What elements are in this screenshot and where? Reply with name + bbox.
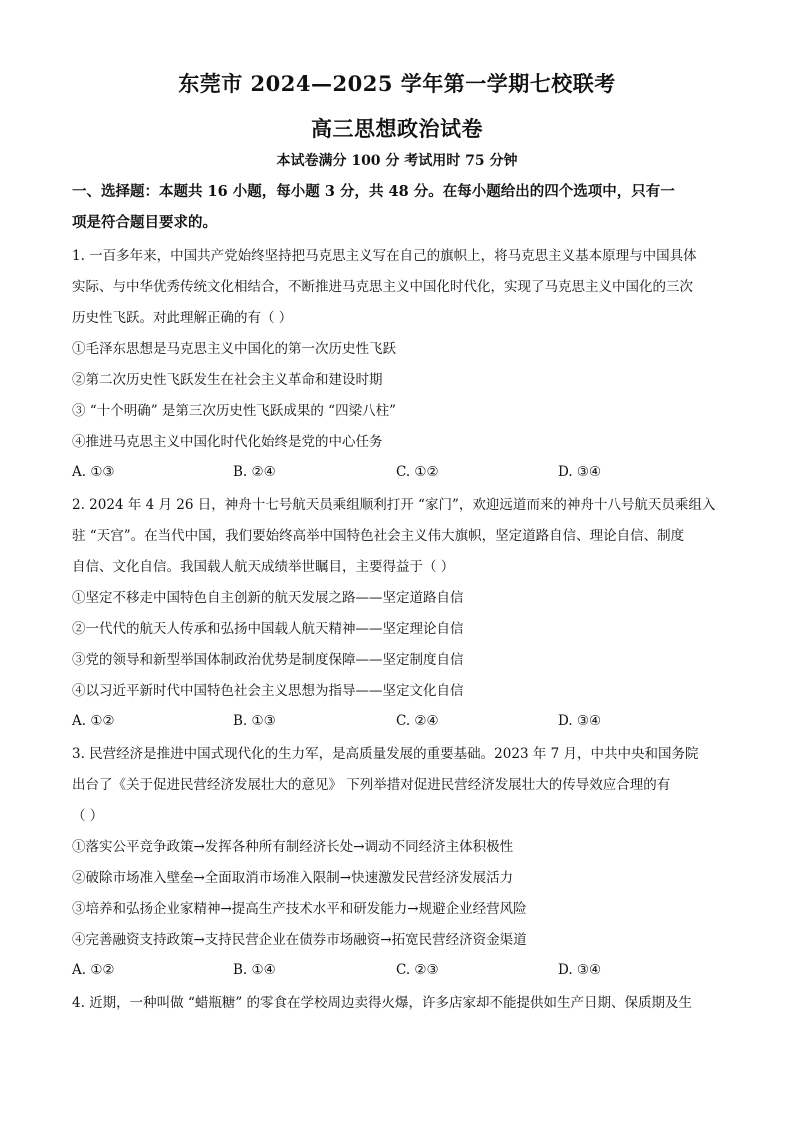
q1-statement: ②第二次历史性飞跃发生在社会主义革命和建设时期 xyxy=(72,372,383,388)
q2-stem-line: 自信、文化自信。我国载人航天成绩举世瞩目，主要得益于（ ） xyxy=(72,559,455,575)
q1-statement: ③ “十个明确” 是第三次历史性飞跃成果的 “四梁八柱” xyxy=(72,403,396,419)
section-heading: 一、选择题：本题共 16 小题，每小题 3 分，共 48 分。在每小题给出的四个选项中，只有一 xyxy=(72,183,675,200)
q3-option-d: D. ③④ xyxy=(558,962,602,978)
q2-option-d: D. ③④ xyxy=(558,713,602,729)
q3-option-c: C. ②③ xyxy=(396,962,439,978)
q1-statement: ④推进马克思主义中国化时代化始终是党的中心任务 xyxy=(72,434,383,450)
q1-stem-line: 实际、与中华优秀传统文化相结合，不断推进马克思主义中国化时代化，实现了马克思主义中国化的三次 xyxy=(72,279,693,295)
q3-statement: ④完善融资支持政策→支持民营企业在债券市场融资→拓宽民营经济资金渠道 xyxy=(72,932,527,948)
exam-info: 本试卷满分 100 分 考试用时 75 分钟 xyxy=(276,153,518,169)
q3-stem-line: （ ） xyxy=(72,808,104,824)
q1-stem-line: 历史性飞跃。对此理解正确的有（ ） xyxy=(72,310,293,326)
q2-option-b: B. ①③ xyxy=(233,713,276,729)
q2-statement: ①坚定不移走中国特色自主创新的航天发展之路——坚定道路自信 xyxy=(72,590,464,606)
q2-stem-line: 2. 2024 年 4 月 26 日，神舟十七号航天员乘组顺利打开 “家门”，欢迎远道而来的神舟十八号航天员乘组入 xyxy=(72,497,716,513)
q2-option-c: C. ②④ xyxy=(396,713,439,729)
q3-stem-line: 出台了《关于促进民营经济发展壮大的意见》 下列举措对促进民营经济发展壮大的传导效应合理的有 xyxy=(72,777,671,793)
q1-stem-line: 1. 一百多年来，中国共产党始终坚持把马克思主义写在自己的旗帜上，将马克思主义基本原理与中国具体 xyxy=(72,248,697,264)
q1-option-d: D. ③④ xyxy=(558,464,602,480)
q3-statement: ②破除市场准入壁垒→全面取消市场准入限制→快速激发民营经济发展活力 xyxy=(72,870,514,886)
q3-statement: ①落实公平竞争政策→发挥各种所有制经济长处→调动不同经济主体积极性 xyxy=(72,839,514,855)
q3-stem-line: 3. 民营经济是推进中国式现代化的生力军，是高质量发展的重要基础。2023 年 7 月，中共中央和国务院 xyxy=(72,746,699,762)
q2-stem-line: 驻 “天宫”。在当代中国，我们要始终高举中国特色社会主义伟大旗帜，坚定道路自信、理论自信、制度 xyxy=(72,528,685,544)
q1-option-a: A. ①③ xyxy=(72,464,115,480)
section-heading-cont: 项是符合题目要求的。 xyxy=(72,214,217,231)
q3-option-b: B. ①④ xyxy=(233,962,276,978)
q3-statement: ③培养和弘扬企业家精神→提高生产技术水平和研发能力→规避企业经营风险 xyxy=(72,901,527,917)
exam-title: 东莞市 2024—2025 学年第一学期七校联考 xyxy=(178,71,616,96)
exam-subtitle: 高三思想政治试卷 xyxy=(311,116,483,141)
q2-statement: ④以习近平新时代中国特色社会主义思想为指导——坚定文化自信 xyxy=(72,683,464,699)
q4-stem-line: 4. 近期，一种叫做 “蜡瓶糖” 的零食在学校周边卖得火爆，许多店家却不能提供如生产日期、保质期及生 xyxy=(72,995,693,1011)
q3-option-a: A. ①② xyxy=(72,962,115,978)
q1-option-b: B. ②④ xyxy=(233,464,276,480)
q1-option-c: C. ①② xyxy=(396,464,439,480)
q2-option-a: A. ①② xyxy=(72,713,115,729)
q2-statement: ③党的领导和新型举国体制政治优势是制度保障——坚定制度自信 xyxy=(72,652,464,668)
q1-statement: ①毛泽东思想是马克思主义中国化的第一次历史性飞跃 xyxy=(72,341,396,357)
q2-statement: ②一代代的航天人传承和弘扬中国载人航天精神——坚定理论自信 xyxy=(72,621,464,637)
